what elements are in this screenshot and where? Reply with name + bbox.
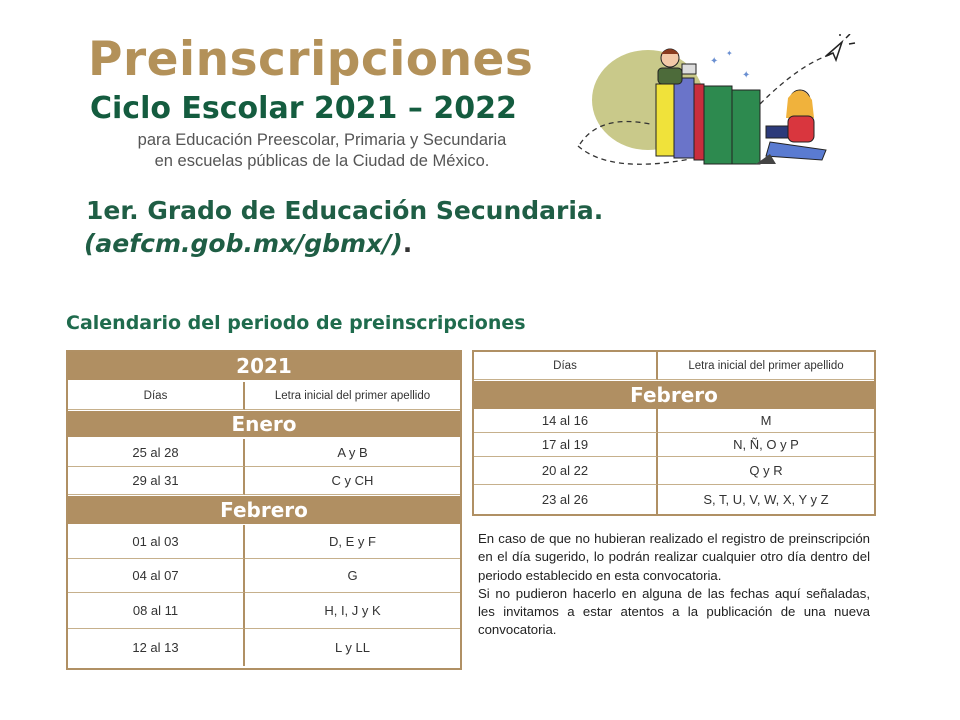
website-link-line (84, 231, 412, 256)
cell-letters: D, E y F (245, 525, 460, 559)
table-row (474, 433, 874, 457)
note-paragraph-1: En caso de que no hubieran realizado el registro de preinscripción en el día sugerido, lo podrán realizar cualquier otro día dentro del periodo establecido en esta convocatoria. (478, 531, 870, 583)
page-description (92, 130, 552, 172)
cell-letters: S, T, U, V, W, X, Y y Z (703, 492, 829, 507)
cell-letters: Q y R (658, 457, 874, 485)
calendar-table-left (66, 350, 462, 670)
table-header-row (68, 382, 460, 410)
table-row (68, 439, 460, 467)
description-line-2: en escuelas públicas de la Ciudad de México. (154, 152, 490, 170)
cell-letters: G (245, 559, 460, 593)
table-row (68, 559, 460, 593)
column-header-days: Días (474, 352, 658, 380)
table-row (474, 409, 874, 433)
svg-text:✦: ✦ (742, 70, 751, 81)
cell-days: 14 al 16 (474, 409, 658, 433)
month-band-enero: Enero (68, 411, 460, 437)
sparkle-icons (710, 49, 750, 81)
table-row (68, 467, 460, 495)
cell-letters: L y LL (335, 640, 370, 655)
cell-letters: A y B (245, 439, 460, 467)
cell-days: 23 al 26 (474, 485, 658, 514)
table-row (68, 629, 460, 666)
grade-heading: 1er. Grado de Educación Secundaria. (86, 196, 604, 225)
note-paragraph-2: Si no pudieron hacerlo en alguna de las fechas aquí señaladas, les invitamos a estar atentos a la publicación de una nueva convocatoria. (478, 585, 870, 638)
table-row (474, 457, 874, 485)
page-title: Preinscripciones (88, 32, 534, 87)
registration-note (478, 530, 870, 640)
month-band-febrero: Febrero (474, 381, 874, 409)
website-link[interactable]: (aefcm.gob.mx/gbmx/) (84, 229, 403, 258)
cell-letters: N, Ñ, O y P (658, 433, 874, 457)
page-subtitle: Ciclo Escolar 2021 – 2022 (90, 91, 517, 126)
cell-days: 20 al 22 (474, 457, 658, 485)
column-header-letter: Letra inicial del primer apellido (658, 352, 874, 380)
cell-days: 29 al 31 (68, 467, 245, 495)
cell-days: 25 al 28 (68, 439, 245, 467)
cell-days: 17 al 19 (474, 433, 658, 457)
svg-text:✦: ✦ (710, 56, 719, 67)
table-row (68, 525, 460, 559)
books-icon (656, 78, 760, 164)
table-row (68, 593, 460, 629)
year-band: 2021 (68, 352, 460, 380)
cell-days: 01 al 03 (68, 525, 245, 559)
month-band-febrero: Febrero (68, 496, 460, 524)
students-books-illustration (570, 34, 870, 180)
cell-letters: H, I, J y K (245, 593, 460, 629)
cell-letters: M (658, 409, 874, 433)
cell-days: 08 al 11 (68, 593, 245, 629)
link-period: . (402, 229, 413, 258)
column-header-days: Días (68, 382, 245, 410)
student-girl-icon (756, 90, 826, 164)
table-header-row (474, 352, 874, 380)
cropped-heading-fragment (68, 680, 474, 688)
table-row (474, 485, 874, 514)
cursor-icon (826, 34, 855, 60)
calendar-table-right (472, 350, 876, 516)
cell-days: 12 al 13 (68, 629, 245, 666)
cell-letters: C y CH (245, 467, 460, 495)
column-header-letter: Letra inicial del primer apellido (245, 382, 460, 410)
svg-text:✦: ✦ (726, 49, 733, 58)
cell-days: 04 al 07 (68, 559, 245, 593)
description-line-1: para Educación Preescolar, Primaria y Secundaria (137, 131, 507, 149)
calendar-title: Calendario del periodo de preinscripciones (66, 312, 526, 334)
